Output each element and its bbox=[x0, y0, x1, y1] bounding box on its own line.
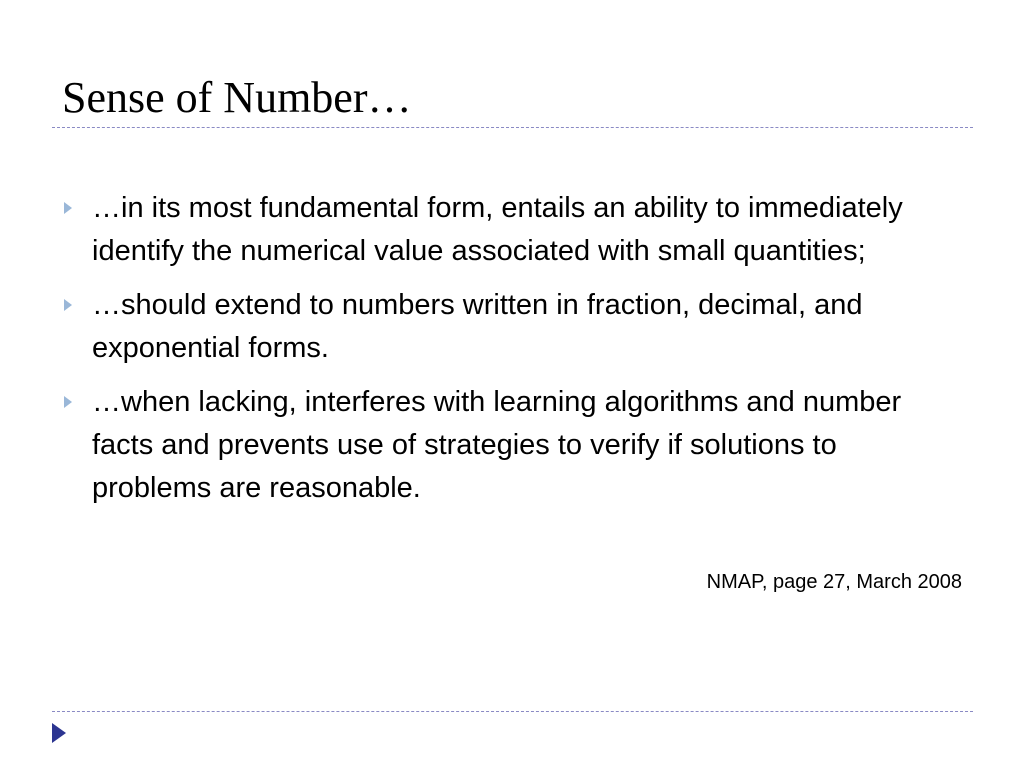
citation: NMAP, page 27, March 2008 bbox=[706, 571, 962, 593]
bullet-text: …when lacking, interferes with learning algorithms and number facts and prevents use of strategies to verify if solutions to problems are reasonable. bbox=[92, 386, 902, 504]
triangle-right-icon bbox=[64, 396, 72, 408]
bullet-item bbox=[62, 381, 962, 510]
footer-divider bbox=[52, 711, 973, 712]
play-arrow-icon[interactable] bbox=[52, 723, 66, 743]
bullet-item bbox=[62, 284, 962, 370]
bullet-item bbox=[62, 187, 962, 273]
triangle-right-icon bbox=[64, 299, 72, 311]
title-divider bbox=[52, 127, 973, 128]
bullet-text: …in its most fundamental form, entails an ability to immediately identify the numerical value associated with small quantities; bbox=[92, 192, 903, 267]
slide-title: Sense of Number… bbox=[62, 73, 412, 122]
triangle-right-icon bbox=[64, 202, 72, 214]
bullet-text: …should extend to numbers written in fraction, decimal, and exponential forms. bbox=[92, 289, 863, 364]
bullet-list bbox=[62, 187, 962, 521]
